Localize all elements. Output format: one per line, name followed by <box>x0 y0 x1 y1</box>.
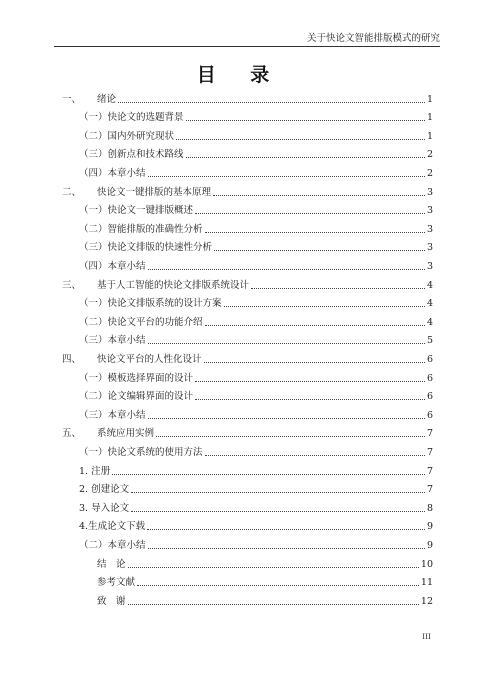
running-header: 关于快论文智能排版模式的研究 <box>306 33 440 44</box>
toc-entry[interactable] <box>79 236 433 255</box>
toc-entry-page: 11 <box>420 577 433 589</box>
toc-entry-page: 6 <box>426 372 433 384</box>
toc-entry-label: 2. 创建论文 <box>79 484 130 496</box>
toc-entry-page: 6 <box>426 391 433 403</box>
toc-entry-label: （一）快论文一键排版概述 <box>79 205 194 217</box>
toc-entry-page: 3 <box>426 242 433 254</box>
toc-dot-leader <box>205 232 425 233</box>
toc-entry[interactable] <box>79 254 433 273</box>
toc-dot-leader <box>112 474 425 475</box>
toc-entry[interactable] <box>79 403 433 422</box>
toc-dot-leader <box>128 604 419 605</box>
toc-entry[interactable] <box>79 292 433 311</box>
toc-entry[interactable] <box>79 459 433 478</box>
toc-entry-label: 绪论 <box>97 93 117 105</box>
toc-entry-label: （二）国内外研究现状 <box>79 130 175 142</box>
toc-dot-leader <box>186 157 425 158</box>
toc-entry-page: 2 <box>426 167 433 179</box>
toc-entry-page: 6 <box>426 409 433 421</box>
toc-dot-leader <box>176 139 425 140</box>
toc-entry[interactable] <box>79 385 433 404</box>
toc-dot-leader <box>195 399 425 400</box>
toc-entry[interactable] <box>79 515 433 534</box>
toc-entry-label: 4.生成论文下载 <box>79 521 146 533</box>
toc-dot-leader <box>213 195 425 196</box>
toc-entry[interactable] <box>62 347 433 366</box>
toc-entry-page: 2 <box>426 149 433 161</box>
toc-entry-number: 一、 <box>62 93 82 105</box>
toc-entry[interactable] <box>79 199 433 218</box>
toc-dot-leader <box>204 362 425 363</box>
toc-entry-label: 参考文献 <box>97 577 136 589</box>
toc-dot-leader <box>148 343 425 344</box>
toc-entry[interactable] <box>79 310 433 329</box>
toc-entry-page: 4 <box>426 316 433 328</box>
toc-entry-page: 7 <box>426 465 433 477</box>
toc-entry[interactable] <box>62 273 433 292</box>
toc-entry-page: 7 <box>426 428 433 440</box>
toc-entry-number: 五、 <box>62 428 82 440</box>
toc-entry[interactable] <box>62 571 433 590</box>
toc-entry-page: 12 <box>420 595 433 607</box>
toc-entry[interactable] <box>79 366 433 385</box>
toc-entry-label: （三）快论文排版的快速性分析 <box>79 242 213 254</box>
toc-entry[interactable] <box>79 440 433 459</box>
toc-entry-label: （二）论文编辑界面的设计 <box>79 391 194 403</box>
toc-entry-number: 三、 <box>62 279 82 291</box>
toc-entry-page: 3 <box>426 260 433 272</box>
toc-dot-leader <box>186 120 425 121</box>
toc-dot-leader <box>205 325 425 326</box>
toc-dot-leader <box>148 548 425 549</box>
toc-dot-leader <box>148 176 425 177</box>
toc-entry-number: 四、 <box>62 353 82 365</box>
toc-entry[interactable] <box>79 533 433 552</box>
toc-dot-leader <box>148 418 425 419</box>
toc-entry-label: （四）本章小结 <box>79 167 146 179</box>
toc-entry[interactable] <box>62 552 433 571</box>
toc-entry-page: 3 <box>426 205 433 217</box>
toc-dot-leader <box>131 511 425 512</box>
page-number: III <box>422 632 431 641</box>
toc-dot-leader <box>195 381 425 382</box>
toc-entry-page: 7 <box>426 484 433 496</box>
toc-entry-label: （一）快论文的选题背景 <box>79 112 184 124</box>
toc-dot-leader <box>118 102 425 103</box>
toc-entry-label: 致 谢 <box>97 595 126 607</box>
toc-entry-page: 10 <box>420 558 433 570</box>
toc-dot-leader <box>128 567 419 568</box>
toc-dot-leader <box>224 306 425 307</box>
toc-dot-leader <box>195 213 425 214</box>
toc-entry-label: （一）模板选择界面的设计 <box>79 372 194 384</box>
toc-entry-label: （四）本章小结 <box>79 260 146 272</box>
toc-entry[interactable] <box>62 87 433 106</box>
toc-entry[interactable] <box>62 589 433 608</box>
toc-entry-page: 1 <box>426 130 433 142</box>
toc-entry-label: （一）快论文排版系统的设计方案 <box>79 298 222 310</box>
toc-entry-page: 4 <box>426 298 433 310</box>
toc-entry-page: 8 <box>426 502 433 514</box>
toc-entry[interactable] <box>79 161 433 180</box>
toc-entry-label: 结 论 <box>97 558 126 570</box>
toc-dot-leader <box>251 288 425 289</box>
toc-entry-page: 3 <box>426 186 433 198</box>
toc-entry-label: （三）本章小结 <box>79 409 146 421</box>
toc-entry[interactable] <box>79 106 433 125</box>
toc-entry-page: 1 <box>426 112 433 124</box>
toc-entry-label: （三）本章小结 <box>79 335 146 347</box>
toc-entry-page: 6 <box>426 353 433 365</box>
toc-entry[interactable] <box>79 496 433 515</box>
toc-entry[interactable] <box>62 422 433 441</box>
toc-entry-label: 3. 导入论文 <box>79 502 130 514</box>
toc-dot-leader <box>147 529 425 530</box>
toc-entry[interactable] <box>79 329 433 348</box>
toc-entry[interactable] <box>79 217 433 236</box>
toc-entry-label: 快论文一键排版的基本原理 <box>97 186 212 198</box>
toc-entry[interactable] <box>79 124 433 143</box>
toc-entry-number: 二、 <box>62 186 82 198</box>
toc-entry-label: 基于人工智能的快论文排版系统设计 <box>97 279 250 291</box>
toc-entry-label: 快论文平台的人性化设计 <box>97 353 202 365</box>
toc-dot-leader <box>214 250 425 251</box>
toc-entry-label: （二）本章小结 <box>79 539 146 551</box>
toc-entry-label: 系统应用实例 <box>97 428 155 440</box>
toc-entry[interactable] <box>62 180 433 199</box>
toc-entry-page: 9 <box>426 539 433 551</box>
toc-entry-label: （二）智能排版的准确性分析 <box>79 223 203 235</box>
toc-entry-page: 1 <box>426 93 433 105</box>
toc-entry-label: （一）快论文系统的使用方法 <box>79 446 203 458</box>
toc-dot-leader <box>131 492 425 493</box>
toc-entry-label: 1. 注册 <box>79 465 111 477</box>
toc-entry-page: 3 <box>426 223 433 235</box>
toc-title: 目 录 <box>196 64 284 86</box>
toc-entry[interactable] <box>79 143 433 162</box>
toc-entry-page: 5 <box>426 335 433 347</box>
toc-entry-label: （三）创新点和技术路线 <box>79 149 184 161</box>
toc-dot-leader <box>148 269 425 270</box>
header-rule <box>54 46 440 47</box>
toc-dot-leader <box>156 436 425 437</box>
toc-entry-page: 9 <box>426 521 433 533</box>
toc-entry-label: （二）快论文平台的功能介绍 <box>79 316 203 328</box>
toc-entry-page: 4 <box>426 279 433 291</box>
toc-dot-leader <box>137 585 419 586</box>
toc-entry[interactable] <box>79 478 433 497</box>
toc-dot-leader <box>205 455 425 456</box>
toc-entry-page: 7 <box>426 446 433 458</box>
